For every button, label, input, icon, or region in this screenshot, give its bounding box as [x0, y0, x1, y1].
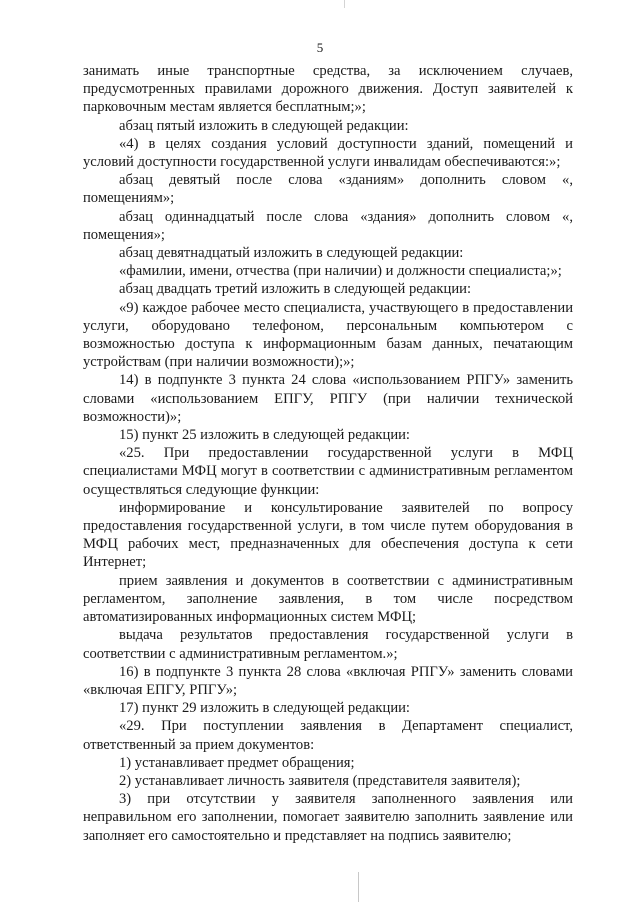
paragraph: 2) устанавливает личность заявителя (представителя заявителя);: [119, 772, 521, 789]
paragraph: занимать иные транспортные средства, за исключением случаев, предусмотренных правилами дорожного движения. Доступ заявителей к парковочным местам является бесплатным;»;: [83, 63, 573, 116]
paragraph: 15) пункт 25 изложить в следующей редакции:: [119, 427, 410, 444]
paragraph: 3) при отсутствии у заявителя заполненного заявления или неправильном его заполнении, помогает заявителю заполнить заявление или заполняет его самостоятельно и представляет на подпись заявителю;: [83, 791, 573, 844]
paragraph: 16) в подпункте 3 пункта 28 слова «включая РПГУ» заменить словами «включая ЕПГУ, РПГУ»;: [83, 663, 573, 698]
paragraph: 17) пункт 29 изложить в следующей редакции:: [119, 700, 410, 717]
paragraph: «4) в целях создания условий доступности зданий, помещений и условий доступности государственной услуги инвалидам обеспечиваются:»;: [83, 135, 573, 171]
paragraph: «фамилии, имени, отчества (при наличии) и должности специалиста;»;: [119, 263, 562, 280]
paragraph: 14) в подпункте 3 пункта 24 слова «использованием РПГУ» заменить словами «использованием ЕПГУ, РПГУ (при наличии технической возможности)»;: [83, 372, 573, 425]
scan-artifact: [358, 872, 359, 902]
page-number: 5: [316, 40, 324, 55]
paragraph: абзац девятнадцатый изложить в следующей редакции:: [119, 245, 464, 262]
paragraph: прием заявления и документов в соответствии с административным регламентом, заполнение заявления, в том числе посредством автоматизированных информационных систем МФЦ;: [83, 572, 573, 626]
paragraph: «9) каждое рабочее место специалиста, участвующего в предоставлении услуги, оборудовано телефоном, персональным компьютером с возможностью доступа к информационным базам данных, печатающим устройствам (при наличии возможности);»;: [83, 299, 573, 371]
document-body: [83, 62, 573, 845]
paragraph: абзац девятый после слова «зданиям» дополнить словом «, помещениям»;: [83, 172, 573, 207]
paragraph: информирование и консультирование заявителей по вопросу предоставления государственной услуги, в том числе путем оборудования в МФЦ рабочих мест, предназначенных для обеспечения доступа к сети Интернет;: [83, 499, 573, 571]
paragraph: «29. При поступлении заявления в Департамент специалист, ответственный за прием документов:: [83, 718, 573, 753]
paragraph: выдача результатов предоставления государственной услуги в соответствии с административным регламентом.»;: [83, 627, 573, 662]
paragraph: абзац двадцать третий изложить в следующей редакции:: [119, 281, 472, 298]
paragraph: 1) устанавливает предмет обращения;: [119, 754, 355, 771]
scan-artifact: [344, 0, 345, 8]
paragraph: «25. При предоставлении государственной услуги в МФЦ специалистами МФЦ могут в соответствии с административным регламентом осуществляться следующие функции:: [83, 445, 573, 498]
paragraph: абзац пятый изложить в следующей редакции:: [119, 117, 409, 134]
paragraph: абзац одиннадцатый после слова «здания» дополнить словом «, помещения»;: [83, 208, 573, 243]
